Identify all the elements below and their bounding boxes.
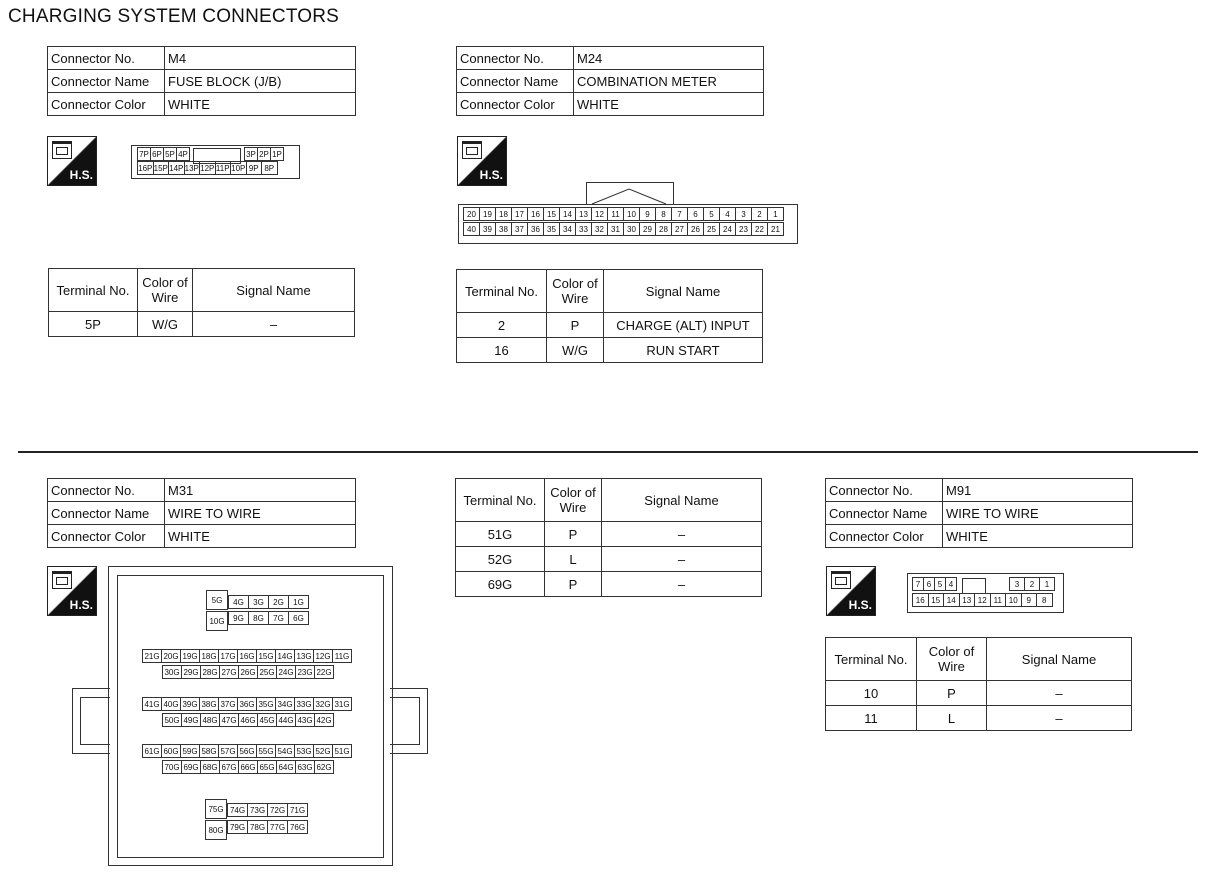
signal-cell: –: [602, 522, 762, 547]
header-signal-name: Signal Name: [604, 270, 763, 313]
terminal-cell: 3: [735, 207, 752, 221]
terminal-cell: 3G: [248, 595, 269, 609]
terminal-cell: 1P: [270, 147, 284, 161]
terminal-cell: 25: [703, 222, 720, 236]
terminal-cell: 2P: [257, 147, 271, 161]
wire-cell: P: [917, 681, 987, 706]
terminal-cell: 36: [527, 222, 544, 236]
terminal-cell: 31G: [332, 697, 352, 711]
terminal-cell: 13: [959, 593, 976, 607]
table-row: [456, 572, 762, 597]
header-terminal-no: Terminal No.: [457, 270, 547, 313]
terminal-row: [162, 665, 333, 679]
terminal-cell: 13G: [294, 649, 314, 663]
terminal-cell: 6G: [288, 611, 309, 625]
terminal-cell: 16: [912, 593, 929, 607]
header-terminal-no: Terminal No.: [49, 269, 138, 312]
terminal-cell: 31: [607, 222, 624, 236]
terminal-cell: 23G: [295, 665, 315, 679]
terminal-cell: 16G: [237, 649, 257, 663]
terminal-cell: 9: [1021, 593, 1038, 607]
terminal-cell: 5: [703, 207, 720, 221]
header-signal-name: Signal Name: [602, 479, 762, 522]
terminal-cell: 8P: [261, 161, 278, 175]
terminal-cell: 69G: [456, 572, 545, 597]
terminal-row: [206, 590, 227, 610]
terminal-cell: 40: [463, 222, 480, 236]
terminal-cell: 9P: [246, 161, 263, 175]
terminal-cell: 26G: [238, 665, 258, 679]
terminal-row: [244, 147, 283, 161]
m24-signal-table: [456, 269, 763, 363]
table-row: [456, 547, 762, 572]
terminal-cell: 27G: [219, 665, 239, 679]
table-row: [457, 338, 763, 363]
header-signal-name: Signal Name: [193, 269, 355, 312]
label-connector-color: Connector Color: [457, 93, 574, 116]
terminal-cell: 33G: [294, 697, 314, 711]
terminal-cell: 30G: [162, 665, 182, 679]
terminal-cell: 9G: [228, 611, 249, 625]
terminal-cell: 9: [639, 207, 656, 221]
terminal-cell: 6P: [150, 147, 164, 161]
terminal-cell: 48G: [200, 713, 220, 727]
wire-cell: W/G: [547, 338, 604, 363]
terminal-cell: 17: [511, 207, 528, 221]
m31-signal-table: [455, 478, 762, 597]
terminal-cell: 36G: [237, 697, 257, 711]
terminal-row: [463, 207, 783, 221]
terminal-cell: 2: [457, 313, 547, 338]
terminal-cell: 15: [928, 593, 945, 607]
terminal-cell: 21: [767, 222, 784, 236]
terminal-cell: 39: [479, 222, 496, 236]
m31-info-table: [47, 478, 356, 548]
terminal-cell: 14: [943, 593, 960, 607]
terminal-cell: 12: [974, 593, 991, 607]
terminal-cell: 24G: [276, 665, 296, 679]
terminal-row: [228, 611, 308, 625]
terminal-cell: 72G: [267, 803, 288, 817]
label-connector-no: Connector No.: [457, 47, 574, 70]
label-connector-color: Connector Color: [48, 93, 165, 116]
terminal-row: [1009, 577, 1054, 591]
label-connector-color: Connector Color: [48, 525, 165, 548]
terminal-cell: 10G: [206, 611, 228, 631]
terminal-cell: 25G: [257, 665, 277, 679]
terminal-cell: 74G: [227, 803, 248, 817]
terminal-cell: 56G: [237, 744, 257, 758]
terminal-row: [227, 820, 307, 834]
terminal-cell: 54G: [275, 744, 295, 758]
m4-signal-table: [48, 268, 355, 337]
header-color-of-wire: Color of Wire: [138, 269, 193, 312]
terminal-cell: 7: [912, 577, 924, 591]
terminal-cell: 41G: [142, 697, 162, 711]
signal-cell: CHARGE (ALT) INPUT: [604, 313, 763, 338]
terminal-cell: 13P: [184, 161, 201, 175]
terminal-cell: 51G: [332, 744, 352, 758]
terminal-cell: 10: [826, 681, 917, 706]
terminal-cell: 33: [575, 222, 592, 236]
m4-connector-name: FUSE BLOCK (J/B): [165, 70, 356, 93]
signal-cell: –: [193, 312, 355, 337]
terminal-cell: 57G: [218, 744, 238, 758]
m31-left-tab-inner: [80, 697, 110, 745]
terminal-cell: 8: [1036, 593, 1053, 607]
terminal-cell: 16: [457, 338, 547, 363]
terminal-row: [228, 595, 308, 609]
terminal-row: [912, 577, 956, 591]
terminal-cell: 44G: [276, 713, 296, 727]
m91-connector-name: WIRE TO WIRE: [943, 502, 1133, 525]
terminal-cell: 39G: [180, 697, 200, 711]
terminal-cell: 16: [527, 207, 544, 221]
terminal-cell: 47G: [219, 713, 239, 727]
terminal-cell: 11: [826, 706, 917, 731]
terminal-row: [142, 649, 351, 663]
terminal-cell: 64G: [276, 760, 296, 774]
terminal-cell: 18G: [199, 649, 219, 663]
terminal-cell: 10: [1005, 593, 1022, 607]
m24-connector-name: COMBINATION METER: [574, 70, 764, 93]
terminal-cell: 29: [639, 222, 656, 236]
terminal-cell: 8G: [248, 611, 269, 625]
m24-info-table: [456, 46, 764, 116]
terminal-cell: 19G: [180, 649, 200, 663]
terminal-cell: 50G: [162, 713, 182, 727]
header-terminal-no: Terminal No.: [826, 638, 917, 681]
terminal-cell: 38: [495, 222, 512, 236]
section-divider: [18, 451, 1198, 453]
terminal-cell: 2: [751, 207, 768, 221]
terminal-cell: 62G: [314, 760, 334, 774]
terminal-row: [137, 147, 189, 161]
terminal-cell: 7G: [268, 611, 289, 625]
m4-connector-no: M4: [165, 47, 356, 70]
terminal-row: [162, 760, 333, 774]
terminal-cell: 5P: [163, 147, 177, 161]
label-connector-name: Connector Name: [826, 502, 943, 525]
terminal-cell: 37: [511, 222, 528, 236]
terminal-cell: 28: [655, 222, 672, 236]
terminal-cell: 79G: [227, 820, 248, 834]
harness-side-icon: H.S.: [47, 136, 97, 186]
table-row: [826, 706, 1132, 731]
terminal-cell: 10P: [230, 161, 247, 175]
terminal-cell: 34G: [275, 697, 295, 711]
terminal-row: [463, 222, 783, 236]
terminal-cell: 30: [623, 222, 640, 236]
terminal-cell: 24: [719, 222, 736, 236]
terminal-row: [137, 161, 277, 175]
terminal-row: [227, 803, 307, 817]
m91-signal-table: [825, 637, 1132, 731]
terminal-cell: 68G: [200, 760, 220, 774]
terminal-cell: 10: [623, 207, 640, 221]
signal-cell: –: [987, 681, 1132, 706]
terminal-cell: 35G: [256, 697, 276, 711]
terminal-row: [142, 744, 351, 758]
terminal-cell: 5G: [206, 590, 228, 610]
page-title: CHARGING SYSTEM CONNECTORS: [8, 6, 340, 27]
terminal-cell: 52G: [456, 547, 545, 572]
wire-cell: P: [547, 313, 604, 338]
m31-connector-color: WHITE: [165, 525, 356, 548]
wire-cell: W/G: [138, 312, 193, 337]
table-row: [457, 313, 763, 338]
terminal-cell: 4G: [228, 595, 249, 609]
terminal-cell: 16P: [137, 161, 154, 175]
terminal-cell: 1: [1039, 577, 1055, 591]
terminal-cell: 27: [671, 222, 688, 236]
terminal-cell: 8: [655, 207, 672, 221]
terminal-cell: 66G: [238, 760, 258, 774]
harness-side-icon: H.S.: [457, 136, 507, 186]
terminal-cell: 11G: [332, 649, 352, 663]
label-connector-name: Connector Name: [48, 502, 165, 525]
terminal-cell: 14G: [275, 649, 295, 663]
terminal-cell: 34: [559, 222, 576, 236]
header-color-of-wire: Color of Wire: [917, 638, 987, 681]
terminal-cell: 77G: [267, 820, 288, 834]
wire-cell: P: [545, 572, 602, 597]
terminal-cell: 23: [735, 222, 752, 236]
terminal-cell: 13: [575, 207, 592, 221]
connector-key: [962, 578, 986, 594]
label-connector-no: Connector No.: [48, 47, 165, 70]
terminal-cell: 69G: [181, 760, 201, 774]
label-connector-name: Connector Name: [457, 70, 574, 93]
terminal-cell: 11P: [215, 161, 232, 175]
terminal-cell: 51G: [456, 522, 545, 547]
signal-cell: –: [602, 572, 762, 597]
terminal-row: [162, 713, 333, 727]
label-connector-color: Connector Color: [826, 525, 943, 548]
label-connector-no: Connector No.: [826, 479, 943, 502]
terminal-cell: 7: [671, 207, 688, 221]
terminal-cell: 52G: [313, 744, 333, 758]
m91-connector-color: WHITE: [943, 525, 1133, 548]
terminal-cell: 20G: [161, 649, 181, 663]
terminal-cell: 3: [1009, 577, 1025, 591]
terminal-cell: 58G: [199, 744, 219, 758]
terminal-cell: 71G: [287, 803, 308, 817]
terminal-cell: 6: [687, 207, 704, 221]
terminal-row: [205, 799, 226, 819]
terminal-cell: 14: [559, 207, 576, 221]
terminal-cell: 22: [751, 222, 768, 236]
terminal-cell: 15G: [256, 649, 276, 663]
header-color-of-wire: Color of Wire: [545, 479, 602, 522]
terminal-cell: 75G: [205, 799, 227, 819]
terminal-cell: 11: [607, 207, 624, 221]
terminal-cell: 59G: [180, 744, 200, 758]
signal-cell: –: [987, 706, 1132, 731]
terminal-cell: 20: [463, 207, 480, 221]
m4-connector-color: WHITE: [165, 93, 356, 116]
terminal-row: [206, 611, 227, 631]
m24-latch-triangle: [590, 186, 668, 206]
terminal-cell: 12P: [199, 161, 216, 175]
terminal-cell: 7P: [137, 147, 151, 161]
terminal-cell: 63G: [295, 760, 315, 774]
m24-connector-color: WHITE: [574, 93, 764, 116]
harness-side-icon: H.S.: [47, 566, 97, 616]
terminal-cell: 6: [923, 577, 935, 591]
m31-connector-no: M31: [165, 479, 356, 502]
terminal-cell: 17G: [218, 649, 238, 663]
terminal-cell: 45G: [257, 713, 277, 727]
terminal-cell: 22G: [314, 665, 334, 679]
terminal-cell: 15P: [153, 161, 170, 175]
terminal-cell: 46G: [238, 713, 258, 727]
m24-connector-no: M24: [574, 47, 764, 70]
terminal-cell: 65G: [257, 760, 277, 774]
terminal-cell: 42G: [314, 713, 334, 727]
terminal-cell: 53G: [294, 744, 314, 758]
table-row: [49, 312, 355, 337]
terminal-cell: 32: [591, 222, 608, 236]
signal-cell: –: [602, 547, 762, 572]
harness-side-icon: H.S.: [826, 566, 876, 616]
terminal-cell: 12: [591, 207, 608, 221]
terminal-cell: 26: [687, 222, 704, 236]
terminal-cell: 3P: [244, 147, 258, 161]
terminal-cell: 35: [543, 222, 560, 236]
m31-right-tab-inner: [390, 697, 420, 745]
terminal-row: [205, 820, 226, 840]
terminal-cell: 4: [945, 577, 957, 591]
terminal-cell: 60G: [161, 744, 181, 758]
terminal-cell: 28G: [200, 665, 220, 679]
table-row: [826, 681, 1132, 706]
terminal-row: [142, 697, 351, 711]
terminal-cell: 1G: [288, 595, 309, 609]
terminal-cell: 1: [767, 207, 784, 221]
terminal-cell: 12G: [313, 649, 333, 663]
header-terminal-no: Terminal No.: [456, 479, 545, 522]
wire-cell: P: [545, 522, 602, 547]
wire-cell: L: [545, 547, 602, 572]
terminal-cell: 76G: [287, 820, 308, 834]
terminal-cell: 80G: [205, 820, 227, 840]
terminal-cell: 21G: [142, 649, 162, 663]
label-connector-no: Connector No.: [48, 479, 165, 502]
terminal-cell: 2: [1024, 577, 1040, 591]
header-signal-name: Signal Name: [987, 638, 1132, 681]
terminal-cell: 19: [479, 207, 496, 221]
terminal-cell: 11: [990, 593, 1007, 607]
terminal-cell: 15: [543, 207, 560, 221]
terminal-cell: 67G: [219, 760, 239, 774]
signal-cell: RUN START: [604, 338, 763, 363]
terminal-cell: 49G: [181, 713, 201, 727]
terminal-cell: 5P: [49, 312, 138, 337]
terminal-cell: 18: [495, 207, 512, 221]
terminal-cell: 40G: [161, 697, 181, 711]
terminal-cell: 38G: [199, 697, 219, 711]
label-connector-name: Connector Name: [48, 70, 165, 93]
terminal-cell: 78G: [247, 820, 268, 834]
terminal-cell: 29G: [181, 665, 201, 679]
m31-connector-name: WIRE TO WIRE: [165, 502, 356, 525]
terminal-cell: 73G: [247, 803, 268, 817]
terminal-row: [912, 593, 1052, 607]
terminal-cell: 61G: [142, 744, 162, 758]
terminal-cell: 4P: [176, 147, 190, 161]
terminal-cell: 43G: [295, 713, 315, 727]
m91-info-table: [825, 478, 1133, 548]
wire-cell: L: [917, 706, 987, 731]
terminal-cell: 5: [934, 577, 946, 591]
terminal-cell: 14P: [168, 161, 185, 175]
table-row: [456, 522, 762, 547]
terminal-cell: 4: [719, 207, 736, 221]
header-color-of-wire: Color of Wire: [547, 270, 604, 313]
terminal-cell: 2G: [268, 595, 289, 609]
terminal-cell: 55G: [256, 744, 276, 758]
terminal-cell: 37G: [218, 697, 238, 711]
terminal-cell: 70G: [162, 760, 182, 774]
m91-connector-no: M91: [943, 479, 1133, 502]
terminal-cell: 32G: [313, 697, 333, 711]
m4-info-table: [47, 46, 356, 116]
